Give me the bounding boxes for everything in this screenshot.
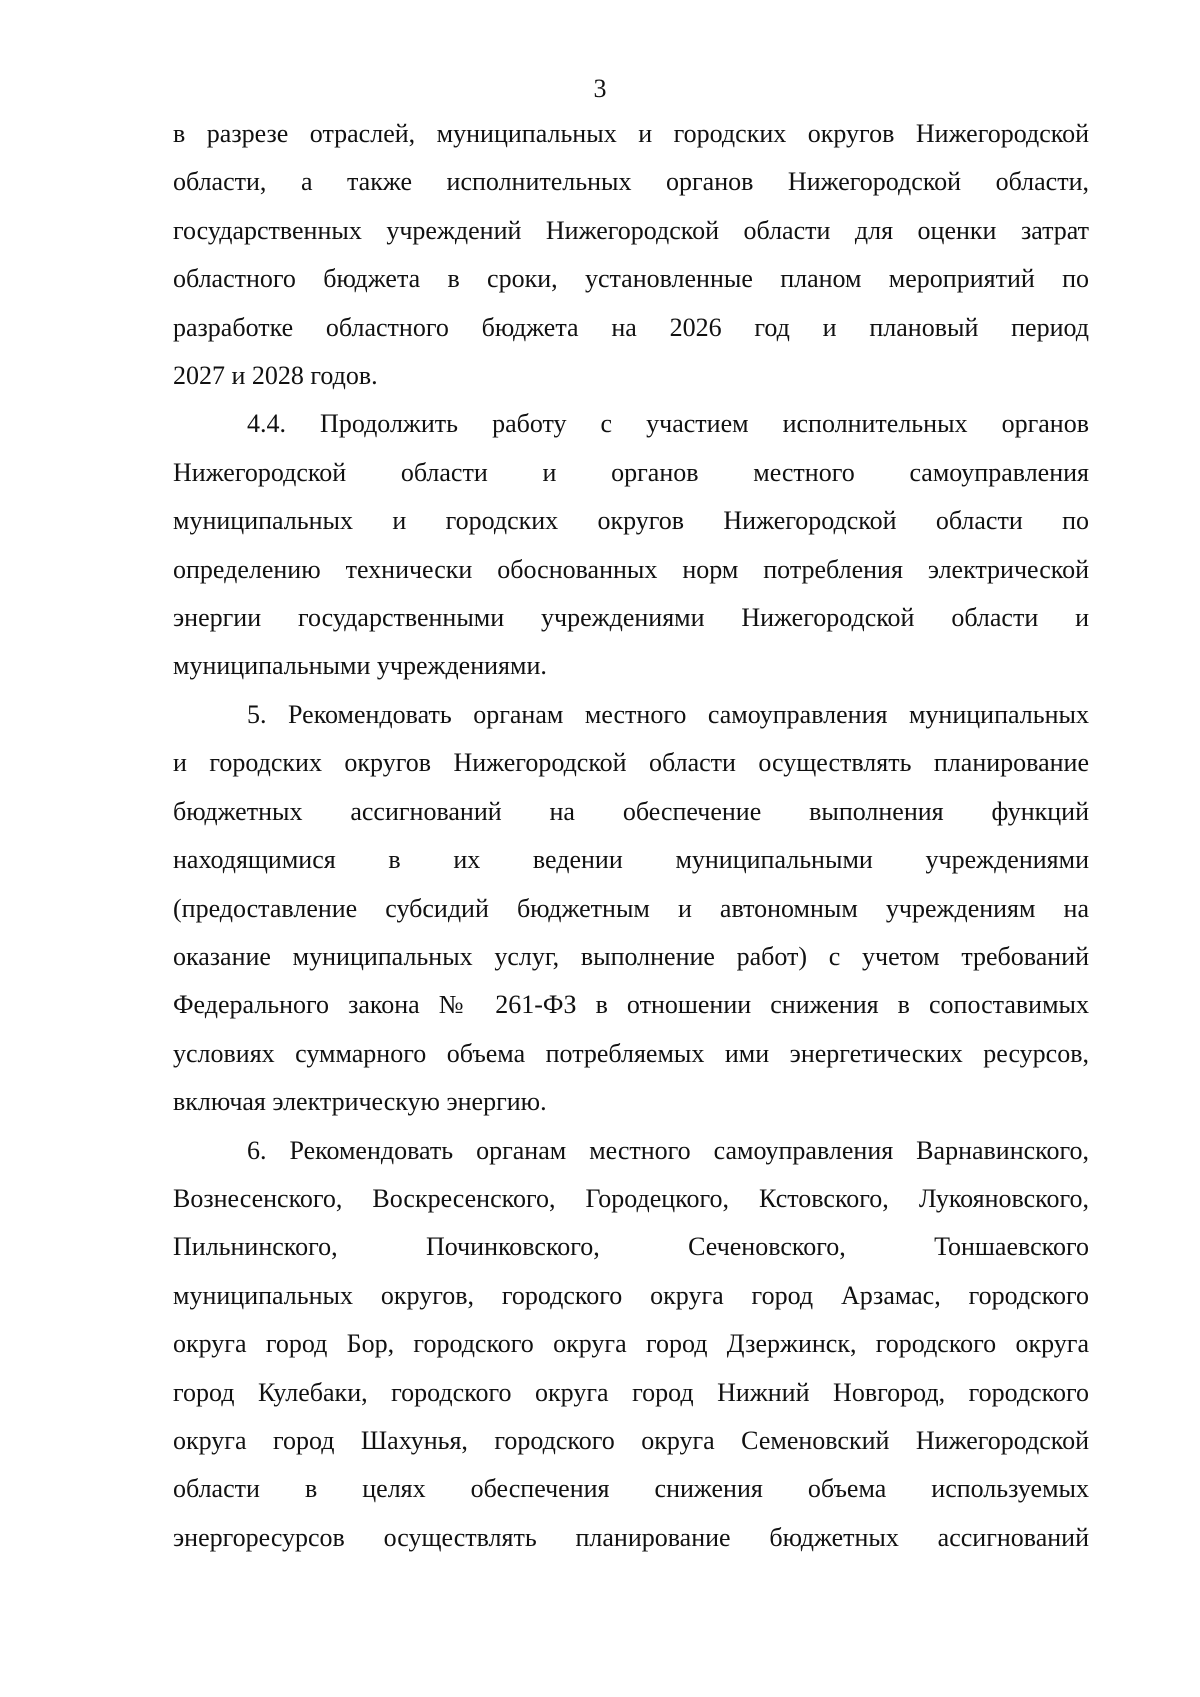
text-line: области, а также исполнительных органов Нижегородской области, [173,167,1089,197]
text-line: округа город Бор, городского округа город Дзержинск, городского округа [173,1329,1089,1359]
text-line: 4.4. Продолжить работу с участием исполнительных органов [247,409,1089,439]
text-line: (предоставление субсидий бюджетным и автономным учреждениям на [173,893,1089,923]
text-line: муниципальными учреждениями. [173,651,547,681]
text-line: и городских округов Нижегородской области осуществлять планирование [173,748,1089,778]
text-line: находящимися в их ведении муниципальными учреждениями [173,845,1089,875]
text-line: областного бюджета в сроки, установленные планом мероприятий по [173,264,1089,294]
paragraph [173,691,1089,1127]
text-line: муниципальных и городских округов Нижегородской области по [173,506,1089,536]
paragraph [173,1127,1089,1563]
text-line: Вознесенского, Воскресенского, Городецкого, Кстовского, Лукояновского, [173,1183,1089,1213]
text-line: государственных учреждений Нижегородской области для оценки затрат [173,215,1089,245]
text-line: в разрезе отраслей, муниципальных и городских округов Нижегородской [173,119,1089,148]
text-line: округа город Шахунья, городского округа Семеновский Нижегородской [173,1425,1089,1455]
page-number: 3 [593,74,607,103]
text-line: Нижегородской области и органов местного самоуправления [173,457,1089,487]
text-line: включая электрическую энергию. [173,1087,547,1117]
text-line: энергии государственными учреждениями Нижегородской области и [173,603,1089,633]
document-body [173,110,1089,1562]
text-line: город Кулебаки, городского округа город Нижний Новгород, городского [173,1377,1089,1407]
text-line: условиях суммарного объема потребляемых ими энергетических ресурсов, [173,1038,1089,1068]
text-line: 6. Рекомендовать органам местного самоуправления Варнавинского, [247,1135,1089,1165]
paragraph [173,400,1089,690]
text-line: разработке областного бюджета на 2026 год и плановый период [173,312,1089,342]
text-line: Федерального закона № 261-ФЗ в отношении снижения в сопоставимых [173,990,1089,1020]
text-line: 2027 и 2028 годов. [173,361,378,391]
text-line: энергоресурсов осуществлять планирование бюджетных ассигнований [173,1522,1089,1552]
text-line: бюджетных ассигнований на обеспечение выполнения функций [173,796,1089,826]
text-line: 5. Рекомендовать органам местного самоуправления муниципальных [247,699,1089,729]
paragraph [173,110,1089,400]
text-line: муниципальных округов, городского округа город Арзамас, городского [173,1280,1089,1310]
text-line: области в целях обеспечения снижения объема используемых [173,1474,1089,1504]
text-line: оказание муниципальных услуг, выполнение работ) с учетом требований [173,941,1089,971]
text-line: определению технически обоснованных норм потребления электрической [173,554,1089,584]
text-line: Пильнинского, Починковского, Сеченовского, Тоншаевского [173,1232,1089,1262]
